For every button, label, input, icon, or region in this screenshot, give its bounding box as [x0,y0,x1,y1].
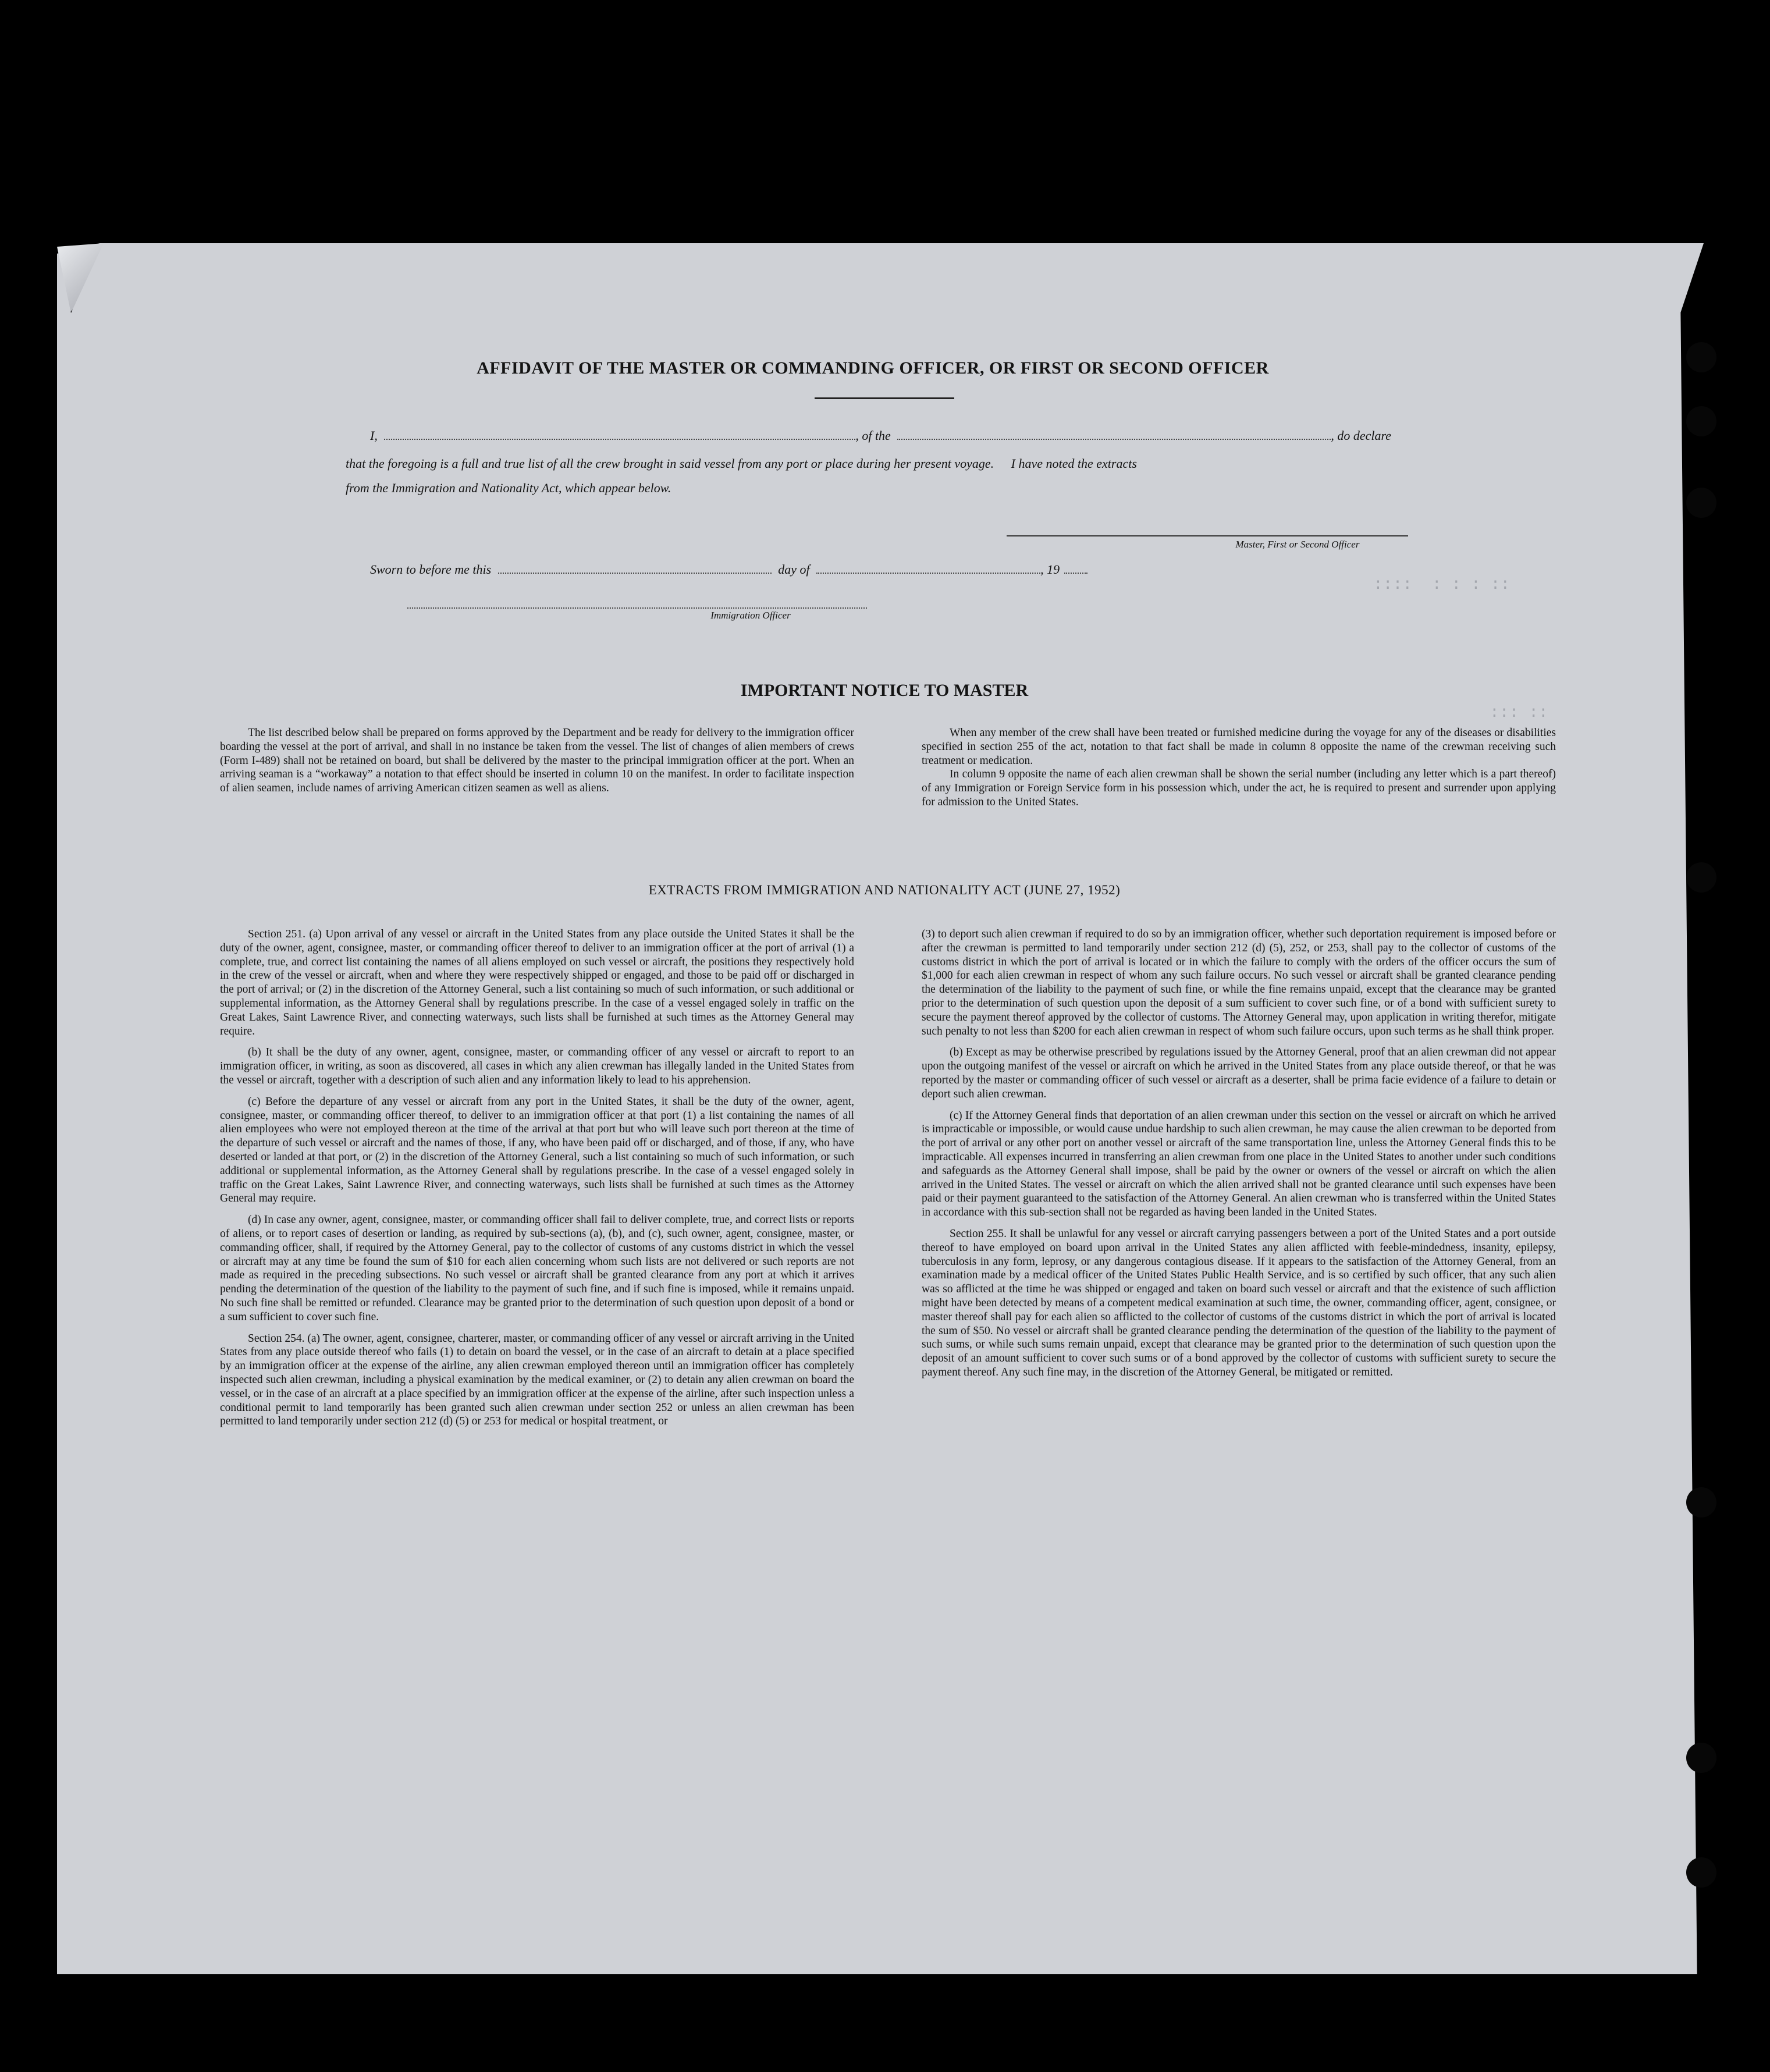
sworn-month-field[interactable] [816,562,1040,574]
sworn-day-of-label: day of [778,562,810,577]
section-251-b: (b) It shall be the duty of any owner, agent, consignee, master, or commanding officer of any vessel or aircraft to report to an immigration officer, in writing, as soon as discovered, all cases in which any alien crewman has illegally landed in the United States from the vessel or aircraft, together with a description of such alien and any information likely to lead to his apprehension. [220,1046,854,1086]
sworn-year-label: , 19 [1040,562,1060,577]
section-255: Section 255. It shall be unlawful for any vessel or aircraft carrying passengers between a port of the United States and a port outside thereof to have employed on board upon arrival in the United States any alien afflicted with feeble-mindedness, insanity, epilepsy, tuberculosis in any form, leprosy, or any dangerous contagious disease. If it appears to the satisfaction of the Attorney General, from an examination made by a medical officer of the United States Public Health Service, and is so certified by such officer, that any such alien was so afflicted at the time he was shipped or engaged and taken on board such vessel or aircraft and that the existence of such affliction might have been detected by means of a competent medical examination at such time, the owner, commanding officer, agent, consignee, or master thereof shall pay for each alien so afflicted to the collector of customs of the customs district in which the port of arrival is located the sum of $50. No vessel or aircraft shall be granted clearance pending the determination of the question of the liability to the payment of such sums, or while such sums remain unpaid, except that clearance may be granted prior to the determination of such question upon the deposit of an amount sufficient to cover such sums or of a bond approved by the collector of customs with sufficient surety to secure the payment thereof. Any such fine may, in the discretion of the Attorney General, be mitigated or remitted. [922,1227,1556,1378]
affidavit-line-1 [370,428,1429,443]
notice-left-column [220,726,854,803]
section-254-b: (b) Except as may be otherwise prescribed by regulations issued by the Attorney General, proof that an alien crewman did not appear upon the outgoing manifest of the vessel or aircraft on which he arrived in the United States from any place outside thereof, or that he was reported by the master or commanding officer of such vessel or aircraft as a deserter, shall be prima facie evidence of a failure to detain or deport such alien crewman. [922,1046,1556,1100]
affidavit-declare-label: , do declare [1331,428,1391,443]
section-251-d: (d) In case any owner, agent, consignee, master, or commanding officer shall fail to deliver complete, true, and correct lists or reports of aliens, or to report cases of desertion or landing, as required by sub-sections (a), (b), and (c), such owner, agent, consignee, master, or commanding officer, shall, if required by the Attorney General, pay to the collector of customs of any customs district in which the vessel or aircraft may at any time be found the sum of $10 for each alien concerning whom such lists are not delivered or such reports are not made as required in the preceding subsections. No such vessel or aircraft shall be granted clearance from any port at which it arrives pending the determination of the question of the liability to the payment of such fine, and if such fine is imposed, while it remains unpaid. No such fine shall be remitted or refunded. Clearance may be granted prior to the determination of such question upon deposit of a bond or a sum sufficient to cover such fine. [220,1214,854,1323]
sworn-date-field[interactable] [498,562,772,574]
bleed-through-marks: ::: :: [1490,704,1548,722]
vessel-field[interactable] [897,428,1331,440]
name-field[interactable] [384,428,855,440]
master-caption: Master, First or Second Officer [1235,539,1360,550]
master-signature-line[interactable] [1007,535,1408,536]
extracts-title: EXTRACTS FROM IMMIGRATION AND NATIONALITY ACT (JUNE 27, 1952) [648,883,1121,897]
section-254-a-cont: (3) to deport such alien crewman if required to do so by an immigration officer, whether such deportation requirement is imposed before or after the crewman is permitted to land temporarily under section 212 (d) (5), 252, or 253, shall pay to the collector of customs of the customs district in which the port of arrival is located or in which the failure to comply with the orders of the officer occurs the sum of $1,000 for each alien crewman in respect of whom any such failure occurs. No such vessel or aircraft shall be granted clearance pending the determination of the liability to the payment of such fine, or while the fine remains unpaid, except that the clearance may be granted prior to the determination of such question upon the deposit of a sum sufficient to cover such fine, or of a bond with sufficient surety to secure the payment thereof approved by the collector of customs. The Attorney General may, upon application in writing therefor, mitigate such penalty to not less than $200 for each alien crewman in respect of whom such failure occurs, upon such terms as he shall think proper. [922,928,1556,1037]
sworn-line [370,562,1185,577]
notice-left-paragraph: The list described below shall be prepared on forms approved by the Department and be ready for delivery to the immigration officer boarding the vessel at the port of arrival, and shall in no instance be taken from the vessel. The list of changes of alien members of crews (Form I-489) shall not be retained on board, but shall be delivered by the master to the principal immigration officer at the port. When an arriving seaman is a “workaway” a notation to that effect should be inserted in column 10 on the manifest. In order to facilitate inspection of alien seamen, include names of arriving American citizen seamen as well as aliens. [220,727,854,795]
section-251-a: Section 251. (a) Upon arrival of any vessel or aircraft in the United States from any place outside the United States it shall be the duty of the owner, agent, consignee, master, or commanding officer thereof to deliver to an immigration officer at the port of arrival (1) a complete, true, and correct list containing the names of all aliens employed on such vessel or aircraft, the positions they respectively hold in the crew of the vessel or aircraft, when and where they were respectively shipped or engaged, and those to be paid off or discharged in the port of arrival; or (2) in the discretion of the Attorney General, such a list containing so much of such information, or such additional or supplemental information, as the Attorney General shall by regulations prescribe. In the case of a vessel engaged solely in traffic on the Great Lakes, Saint Lawrence River, and connecting waterways, such lists shall be furnished at such times as the Attorney General may require. [220,928,854,1037]
affidavit-line-2 [346,456,1428,471]
officer-caption: Immigration Officer [710,610,791,621]
section-254-a: Section 254. (a) The owner, agent, consignee, charterer, master, or commanding officer of any vessel or aircraft arriving in the United States from any place outside thereof who fails (1) to detain on board the vessel, or in the case of an aircraft to detain at a place specified by an immigration officer at the expense of the airline, any alien crewman employed thereon until an immigration officer has completely inspected such alien crewman, including a physical examination by the medical examiner, or (2) to detain any alien crewman on board the vessel, or in the case of an aircraft at a place specified by an immigration officer at the expense of the airline, after such inspection unless a conditional permit to land temporarily has been granted such alien crewman under section 252 or unless an alien crewman has been permitted to land temporarily under section 212 (d) (5) or 253 for medical or hospital treatment, or [220,1332,854,1428]
affidavit-extracts-note: I have noted the extracts [1011,456,1137,471]
extracts-left-column [220,927,854,1436]
extracts-right-column [922,927,1556,1387]
sworn-year-field[interactable] [1064,562,1087,574]
section-254-c: (c) If the Attorney General finds that deportation of an alien crewman under this section on the vessel or aircraft on which he arrived is impracticable or impossible, or would cause undue hardship to such alien crewman, he may cause the alien crewman to be deported from the port of arrival or any other port on another vessel or aircraft of the same transportation line, unless the Attorney General finds this to be impracticable. All expenses incurred in transferring an alien crewman from one place in the United States to another under such conditions and safeguards as the Attorney General shall impose, shall be paid by the owner or owners of the vessel or aircraft on which the alien arrived in the United States. The vessel or aircraft on which the alien arrived shall not be granted clearance until such expenses have been paid or their payment guaranteed to the satisfaction of the Attorney General. An alien crewman who is transferred within the United States in accordance with this sub-section shall not be regarded as having been landed in the United States. [922,1109,1556,1219]
affidavit-i-label: I, [370,428,378,443]
notice-right-paragraph-1: When any member of the crew shall have been treated or furnished medicine during the voyage for any of the diseases or disabilities specified in section 255 of the act, notation to that fact shall be made in column 8 opposite the name of the crewman receiving such treatment or medication. [922,727,1556,767]
section-251-c: (c) Before the departure of any vessel or aircraft from any port in the United States, it shall be the duty of the owner, agent, consignee, master, or commanding officer thereof, to deliver to an immigration officer at that port (1) a list containing the names of all alien employees who were not employed thereon at the time of the arrival at that port but who will leave such port thereon at the time of the departure of such vessel or aircraft and the names of those, if any, who have been paid off or discharged, and of those, if any, who have deserted or landed at that port, or (2) in the discretion of the Attorney General, such a list containing so much of such information, or such additional or supplemental information, as the Attorney General shall by regulations prescribe. In the case of a vessel engaged solely in traffic on the Great Lakes, Saint Lawrence River, and connecting waterways, such lists shall be furnished at such times as the Attorney General may require. [220,1095,854,1205]
bleed-through-marks: :::: : : : :: [1373,576,1510,594]
title-rule [815,397,954,399]
affidavit-statement: that the foregoing is a full and true list of all the crew brought in said vessel from any port or place during her present voyage. [346,456,994,471]
affidavit-title: AFFIDAVIT OF THE MASTER OR COMMANDING OFFICER, OR FIRST OR SECOND OFFICER [477,358,1269,378]
sworn-prefix: Sworn to before me this [370,562,492,577]
notice-right-column [922,726,1556,817]
officer-signature-line[interactable] [407,607,867,609]
affidavit-line-3: from the Immigration and Nationality Act, which appear below. [346,481,671,495]
notice-title: IMPORTANT NOTICE TO MASTER [740,681,1029,700]
notice-right-paragraph-2: In column 9 opposite the name of each alien crewman shall be shown the serial number (including any letter which is a part thereof) of any Immigration or Foreign Service form in his possession which, under the act, he is required to present and surrender upon applying for admission to the United States. [922,768,1556,808]
affidavit-of-the-label: , of the [855,428,891,443]
